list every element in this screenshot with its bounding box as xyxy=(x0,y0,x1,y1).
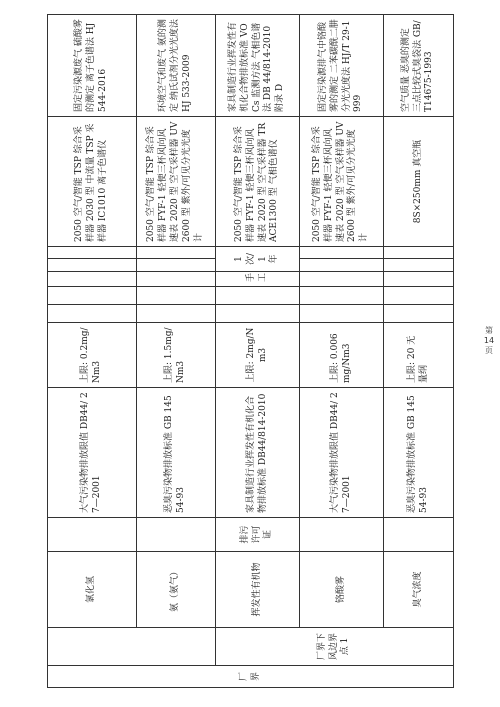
location-outer-cell: 厂界 xyxy=(48,666,454,688)
limit-cell: 上限: 0.2mg/Nm3 xyxy=(48,323,137,388)
standard-cell: 大气污染物排放限值 DB44/ 27—2001 xyxy=(48,388,137,518)
blank-cell xyxy=(216,305,300,323)
method-cell: 固定污染源废气 硫酸雾的测定 离子色谱法 HJ544-2016 xyxy=(48,15,137,117)
pollutant-cell: 铬酸雾 xyxy=(300,552,384,628)
blank-cell xyxy=(384,259,454,272)
table-row-voc xyxy=(216,15,300,688)
pollutant-cell: 臭气浓度 xyxy=(384,552,454,628)
method-cell: 固定污染源排气中铬酸雾的测定 二苯碳酰二肼分光光度法 HJ/T 29-1999 xyxy=(300,15,384,117)
standard-cell: 大气污染物排放限值 DB44/ 27—2001 xyxy=(300,388,384,518)
equipment-cell: 2050 空气/智能 TSP 综合采样器 2030 型 中流量 TSP 采样器 IC1010 离子色谱仪 xyxy=(48,117,137,247)
count-cell: 1 次/1 年 xyxy=(216,247,300,272)
equipment-cell: 8S×250mm 真空瓶 xyxy=(384,117,454,247)
blank-cell xyxy=(300,247,384,259)
blank-cell xyxy=(48,287,137,305)
method-cell: 空气质量 恶臭的测定 三点比较式臭袋法 GB/T14675-1993 xyxy=(384,15,454,117)
frequency-cell xyxy=(384,272,454,287)
page-number: 第 14 页 xyxy=(483,326,495,355)
pollutant-cell: 氨（氨气） xyxy=(137,552,216,628)
blank-cell xyxy=(48,305,137,323)
permit-cell xyxy=(48,518,137,552)
blank-cell xyxy=(300,287,384,305)
frequency-cell: 手工 xyxy=(216,272,300,287)
pollutant-cell: 挥发性有机物 xyxy=(216,552,300,628)
frequency-cell xyxy=(48,272,137,287)
monitoring-table xyxy=(47,14,454,688)
blank-cell xyxy=(216,287,300,305)
blank-cell xyxy=(137,287,216,305)
location-cell: 厂界下风边界点 1 xyxy=(216,628,454,666)
blank-cell xyxy=(48,247,137,259)
equipment-cell: 2050 空气/智能 TSP 综合采样器 FYF-1 轻便三杯风向风速表 2020 型 空气采样器 TRACE1300 型 气相色谱仪 xyxy=(216,117,300,247)
table-row-ammonia xyxy=(137,15,216,688)
blank-cell xyxy=(384,247,454,259)
blank-cell xyxy=(48,259,137,272)
method-cell: 环境空气和废气 氨的测定 纳氏试剂分光光度法 HJ 533-2009 xyxy=(137,15,216,117)
limit-cell: 上限: 2mg/Nm3 xyxy=(216,323,300,388)
limit-cell: 上限: 1.5mg/Nm3 xyxy=(137,323,216,388)
permit-cell xyxy=(384,518,454,552)
table-row-odor xyxy=(384,15,454,688)
pollutant-cell: 氯化氢 xyxy=(48,552,137,628)
standard-cell: 恶臭污染物排放标准 GB 14554-93 xyxy=(384,388,454,518)
blank-cell xyxy=(137,247,216,259)
limit-cell: 上限: 20 无量纲 xyxy=(384,323,454,388)
frequency-cell xyxy=(137,272,216,287)
blank-cell xyxy=(137,259,216,272)
limit-cell: 上限: 0.006mg/Nm3 xyxy=(300,323,384,388)
blank-cell xyxy=(300,259,384,272)
table-row-chromic xyxy=(300,15,384,688)
location-cell-empty xyxy=(48,628,216,666)
blank-cell xyxy=(300,305,384,323)
permit-cell: 排污许可证 xyxy=(216,518,300,552)
standard-cell: 恶臭污染物排放标准 GB 14554-93 xyxy=(137,388,216,518)
equipment-cell: 2050 空气/智能 TSP 综合采样器 FYF-1 轻便三杯风向风速表 2020 型 空气采样器 UV2600 型 紫外/可见分光光度计 xyxy=(300,117,384,247)
blank-cell xyxy=(137,305,216,323)
frequency-cell xyxy=(300,272,384,287)
blank-cell xyxy=(384,287,454,305)
permit-cell xyxy=(137,518,216,552)
equipment-cell: 2050 空气/智能 TSP 综合采样器 FYF-1 轻便三杯风向风速表 2020 型 空气采样器 UV2600 型 紫外/可见分光光度计 xyxy=(137,117,216,247)
standard-cell: 家具制造行业挥发性有机化合物排放标准 DB44/814-2010 xyxy=(216,388,300,518)
blank-cell xyxy=(384,305,454,323)
permit-cell xyxy=(300,518,384,552)
method-cell: 家具制造行业挥发性有机化合物排放标准 VOCs 监测方法 气相色谱法 DB 44/814-2010 附录 D xyxy=(216,15,300,117)
table-row-chlorine xyxy=(48,15,137,688)
monitoring-table-rotated xyxy=(47,15,453,688)
